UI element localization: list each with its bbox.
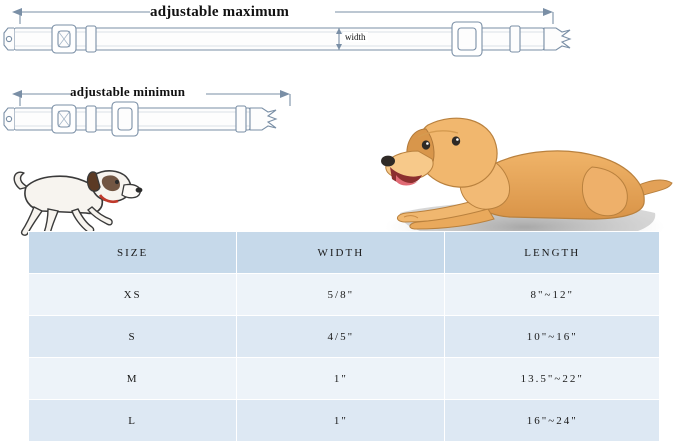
max-tail-slider [510,26,520,52]
table-row [29,400,660,442]
table-row [29,274,660,316]
adjustable-minimum-label: adjustable minimun [70,84,186,99]
width-label: width [345,32,366,42]
min-tail-slider [236,106,246,132]
min-strap-tip [250,108,276,130]
adjustable-maximum-label: adjustable maximum [150,4,290,20]
table-header-row [29,232,660,274]
dog-nose [381,156,395,167]
table-row [29,316,660,358]
cell-size: M [29,358,237,400]
dog-eye-left [422,140,430,149]
table-row [29,358,660,400]
size-table [28,231,660,442]
min-arrow-head-right [280,90,290,98]
max-strap-tip [544,28,570,50]
cell-length: 13.5"~22" [445,358,660,400]
table-header-size: SIZE [29,232,237,274]
cell-length: 8"~12" [445,274,660,316]
cell-width: 5/8" [237,274,445,316]
cell-length: 16"~24" [445,400,660,442]
dog-eye-right [452,136,460,145]
table-header-length: LENGTH [445,232,660,274]
cell-width: 1" [237,358,445,400]
cell-size: XS [29,274,237,316]
max-keeper-loop [86,26,96,52]
cell-size: L [29,400,237,442]
cell-width: 4/5" [237,316,445,358]
table-header-width: WIDTH [237,232,445,274]
cell-width: 1" [237,400,445,442]
running-dog-icon [8,155,148,240]
cell-length: 10"~16" [445,316,660,358]
max-arrow-head-right [543,8,553,16]
small-dog-illustration [8,155,148,240]
cell-size: S [29,316,237,358]
min-keeper-loop [86,106,96,132]
